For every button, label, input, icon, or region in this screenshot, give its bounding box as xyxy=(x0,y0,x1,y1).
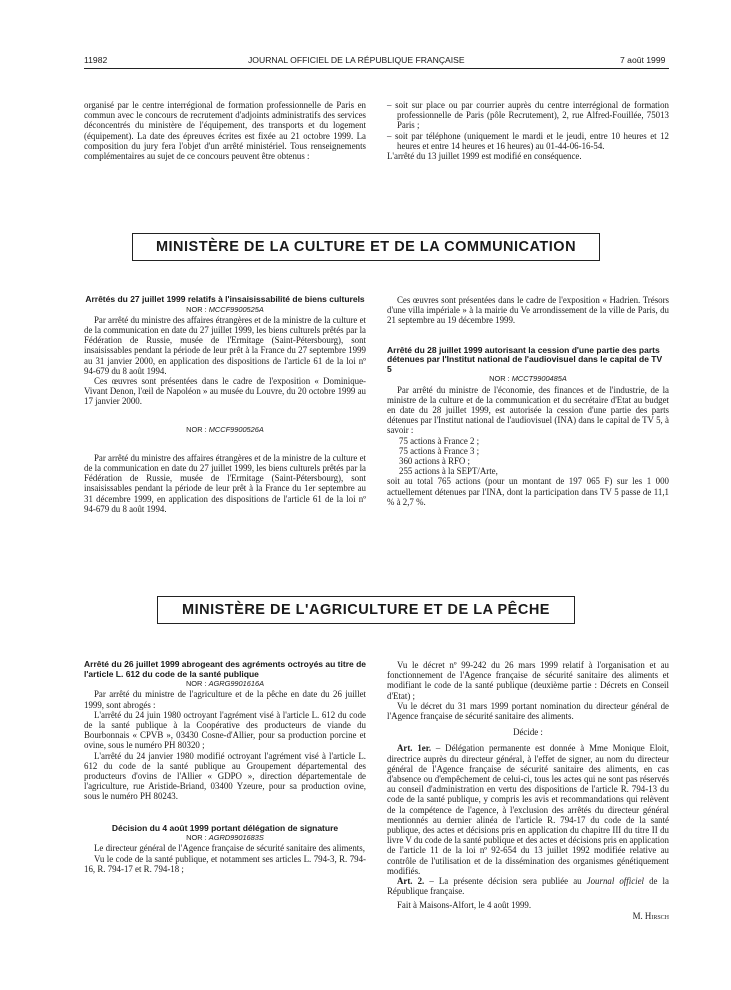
decision-title: Décision du 4 août 1999 portant délégation de signature xyxy=(111,822,339,833)
nor-code: MCCF9900525A xyxy=(208,304,264,314)
decide-heading: Décide : xyxy=(513,727,543,738)
list-item: 255 actions à la SEPT/Arte, xyxy=(399,466,498,477)
nor-label: NOR : xyxy=(186,833,207,843)
culture-left-column xyxy=(84,295,366,514)
agri-right-column xyxy=(387,660,669,921)
ministry-band-agriculture: MINISTÈRE DE L'AGRICULTURE ET DE LA PÊCHE xyxy=(157,596,575,624)
paragraph: Ces œuvres sont présentées dans le cadre de l'exposition « Dominique-Vivant Denon, l'œil de Napoléon » au musée du Louvre, du 20 octobre 1999 au 17 janvier 2000. xyxy=(84,376,366,407)
paragraph: Vu le code de la santé publique, et notamment ses articles L. 794-3, R. 794-16, R. 794-17 et R. 794-18 ; xyxy=(84,853,366,874)
nor-reference xyxy=(84,425,366,435)
article-2 xyxy=(387,876,669,896)
top-left-column xyxy=(84,100,366,161)
signature: M. Hirsch xyxy=(632,910,669,921)
paragraph: Par arrêté du ministre des affaires étrangères et de la ministre de la culture et de la communication en date du 27 juillet 1999, les biens culturels prêtés par la Fédération de Russie, musée de l'Ermitage (Saint-Pétersbourg), sont insaisissables pendant la période de leur prêt à la France du 27 septembre 1999 au 31 janvier 2000, en application des dispositions de l'article 61 de la loi nº 94-679 du 8 août 1994. xyxy=(84,314,366,376)
top-right-column xyxy=(387,100,669,161)
list-item: 75 actions à France 2 ; xyxy=(399,435,480,446)
ministry-band-culture: MINISTÈRE DE LA CULTURE ET DE LA COMMUNICATION xyxy=(132,233,600,261)
journal-name: Journal officiel xyxy=(586,876,645,887)
paragraph: L'arrêté du 24 juin 1980 octroyant l'agrément visé à l'article L. 612 du code de la santé publique à la Coopérative des producteurs de viande du Bourbonnais « CPVB », 03430 Cosne-d'Allier, pour sa production porcine et ovine, sous le numéro PH 80320 ; xyxy=(84,709,366,751)
paragraph: Par arrêté du ministre des affaires étrangères et de la ministre de la culture et de la communication en date du 27 juillet 1999, les biens culturels prêtés par la Fédération de Russie, musée de l'Ermitage (Saint-Pétersbourg), sont insaisissables pendant la période de leur prêt à la France du 1er septembre au 31 décembre 1999, en application des dispositions de l'article 61 de la loi nº 94-679 du 8 août 1994. xyxy=(84,452,366,514)
nor-reference xyxy=(84,305,366,315)
nor-code: AGRD9901683S xyxy=(208,833,264,843)
paragraph: soit au total 765 actions (pour un montant de 197 065 F) sur les 1 000 actuellement détenues par l'INA, dont la participation dans TV 5 passe de 11,1 % à 2,7 %. xyxy=(387,476,669,507)
nor-label: NOR : xyxy=(489,374,510,384)
paragraph: Par arrêté du ministre de l'agriculture et de la pêche en date du 26 juillet 1999, sont abrogés : xyxy=(84,689,366,710)
nor-code: MCCT9900485A xyxy=(511,374,567,384)
journal-title: JOURNAL OFFICIEL DE LA RÉPUBLIQUE FRANÇAISE xyxy=(248,55,465,65)
nor-label: NOR : xyxy=(186,424,207,434)
top-left-text: organisé par le centre interrégional de formation professionnelle de Paris en commun avec le concours de recrutement d'adjoints administratifs des services déconcentrés du ministère de l'équipement, des transports et du logement (équipement). La date des épreuves écrites est fixée au 21 octobre 1999. La composition du jury fera l'objet d'un arrêté ministériel. Tous renseignements complémentaires au sujet de ce concours peuvent être obtenus : xyxy=(84,100,366,162)
paragraph: Vu le décret nº 99-242 du 26 mars 1999 relatif à l'organisation et au fonctionnement de l'Agence française de sécurité sanitaire des aliments et modifiant le code de la santé publique (deuxième partie : Décrets en Conseil d'Etat) ; xyxy=(387,660,669,701)
list-item: 360 actions à RFO ; xyxy=(399,456,470,467)
top-right-item: – soit sur place ou par courrier auprès du centre interrégional de formation professionnelle de Paris (pôle Recrutement), 2, rue Alfred-Fouillée, 75013 Paris ; xyxy=(387,100,669,131)
issue-date: 7 août 1999 xyxy=(620,55,666,65)
arrete-title: Arrêtés du 27 juillet 1999 relatifs à l'insaisissabilité de biens culturels xyxy=(85,294,365,304)
top-right-close: L'arrêté du 13 juillet 1999 est modifié en conséquence. xyxy=(387,151,582,162)
nor-code: MCCF9900526A xyxy=(208,424,264,434)
nor-code: AGRG9901616A xyxy=(208,679,265,689)
article-label: Art. 1er. xyxy=(397,743,432,754)
article-text: de la République française. xyxy=(387,876,669,897)
paragraph: Ces œuvres sont présentées dans le cadre de l'exposition « Hadrien. Trésors d'une villa impériale » à la mairie du Ve arrondissement de la ville de Paris, du 21 septembre au 19 décembre 1999. xyxy=(387,295,669,326)
arrete-title: Arrêté du 28 juillet 1999 autorisant la cession d'une partie des parts détenues par l'Institut national de l'audiovisuel dans le capital de TV 5 xyxy=(387,344,663,374)
header-rule xyxy=(84,68,669,69)
nor-reference xyxy=(387,374,669,384)
nor-reference xyxy=(84,679,366,689)
top-right-item: – soit par téléphone (uniquement le mardi et le jeudi, entre 10 heures et 12 heures et entre 14 heures et 16 heures) au 01-44-06-16-54. xyxy=(387,130,669,151)
nor-label: NOR : xyxy=(185,679,207,689)
list-item: 75 actions à France 3 ; xyxy=(399,445,480,456)
article-1 xyxy=(387,743,669,876)
fait-line: Fait à Maisons-Alfort, le 4 août 1999. xyxy=(397,900,532,911)
agri-left-column xyxy=(84,660,366,874)
nor-label: NOR : xyxy=(186,304,207,314)
article-label: Art. 2. xyxy=(397,876,425,887)
nor-reference xyxy=(84,833,366,843)
paragraph: Par arrêté du ministre de l'économie, des finances et de l'industrie, de la ministre de la culture et de la communication et du secrétaire d'Etat au budget en date du 28 juillet 1999, est autorisée la cession d'une partie des parts détenues par l'Institut national de l'audiovisuel (INA) dans le capital de TV 5, à savoir : xyxy=(387,384,669,436)
page-number: 11982 xyxy=(84,55,108,65)
article-text: – Délégation permanente est donnée à Mme Monique Eloit, directrice auprès du directeur général, à l'effet de signer, au nom du directeur général de l'Agence française de sécurité sanitaire des aliments, en cas d'absence ou d'empêchement de celui-ci, tous les actes qui ne sont pas réservés au conseil d'administration en vertu des dispositions de l'article R. 794-13 du code de la santé publique, y compris les avis et recommandations qui relèvent de la compétence de l'agence, à l'exclusion des arrêtés du directeur général mentionnés au dernier alinéa de l'article R. 794-17 du code de la santé publique, des actes et décisions pris en application du chapitre III du titre II du livre V du code de la santé publique et des actes et décisions pris en application de l'article 11 de la loi nº 92-654 du 13 juillet 1992 modifiée relative au contrôle de l'utilisation et de la dissémination des organismes génétiquement modifiés. xyxy=(387,743,669,876)
arrete-title: Arrêté du 26 juillet 1999 abrogeant des agréments octroyés au titre de l'article L. 612 du code de la santé publique xyxy=(84,659,367,679)
paragraph: Le directeur général de l'Agence française de sécurité sanitaire des aliments, xyxy=(94,843,365,854)
paragraph: L'arrêté du 24 janvier 1980 modifié octroyant l'agrément visé à l'article L. 612 du code de la santé publique au Groupement départemental des producteurs d'ovins de l'Allier « GDPO », direction départementale de l'agriculture, rue Aristide-Briand, 03400 Yzeure, pour sa production ovine, sous le numéro PH 80243. xyxy=(84,750,366,802)
paragraph: Vu le décret du 31 mars 1999 portant nomination du directeur général de l'Agence française de sécurité sanitaire des aliments. xyxy=(387,700,669,722)
culture-right-column xyxy=(387,295,669,507)
article-text: – La présente décision sera publiée au xyxy=(424,876,587,887)
